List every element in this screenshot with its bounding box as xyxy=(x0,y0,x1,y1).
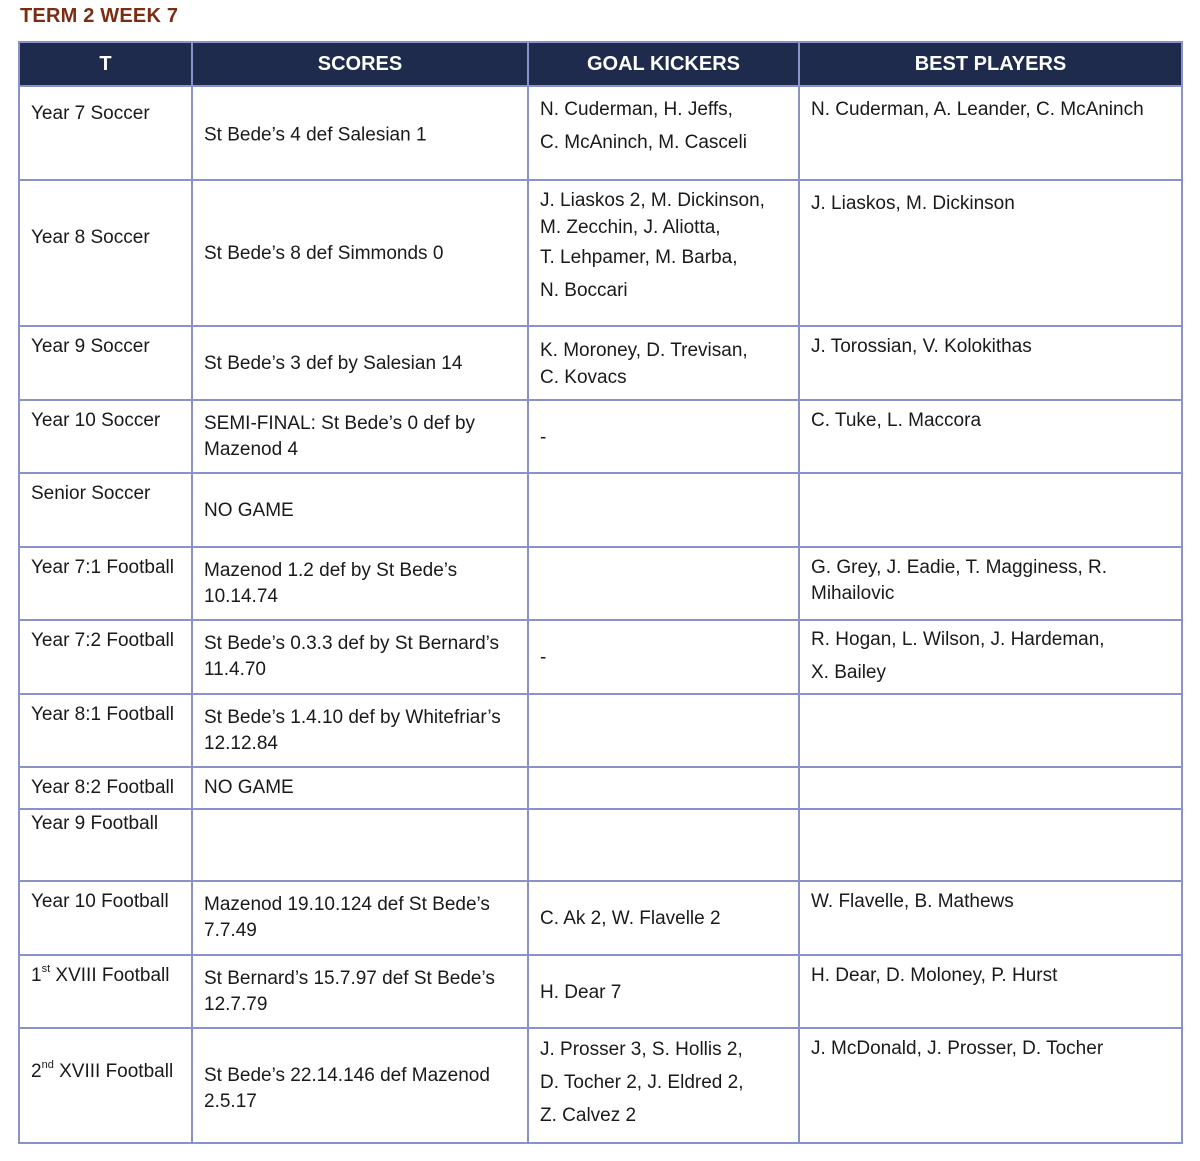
table-row xyxy=(19,881,1182,955)
team-name: Year 8:2 Football xyxy=(31,777,174,798)
team-name: Senior Soccer xyxy=(31,483,151,504)
table-row xyxy=(19,767,1182,809)
goal-kickers-cell xyxy=(528,809,799,881)
goal-kickers-cell xyxy=(528,547,799,620)
score-cell xyxy=(192,547,528,620)
score-text: St Bede’s 8 def Simmonds 0 xyxy=(204,243,444,264)
goal-kickers-cell xyxy=(528,881,799,955)
goal-kickers-cell xyxy=(528,180,799,326)
score-text: St Bernard’s 15.7.97 def St Bede’s 12.7.79 xyxy=(204,968,495,1015)
goal-kickers-cell xyxy=(528,767,799,809)
best-players-cell xyxy=(799,767,1182,809)
score-text: St Bede’s 1.4.10 def by Whitefriar’s 12.12.84 xyxy=(204,707,501,754)
goal-kickers-line: C. Kovacs xyxy=(540,367,627,388)
team-cell xyxy=(19,400,192,473)
team-name: Year 10 Football xyxy=(31,891,169,912)
score-text: St Bede’s 4 def Salesian 1 xyxy=(204,124,427,146)
best-players-line: X. Bailey xyxy=(811,662,886,683)
score-cell xyxy=(192,400,528,473)
goal-kickers-cell xyxy=(528,86,799,180)
goal-kickers-line: D. Tocher 2, J. Eldred 2, xyxy=(540,1072,744,1093)
best-players-cell xyxy=(799,400,1182,473)
page-title: TERM 2 WEEK 7 xyxy=(20,5,179,27)
best-players-cell xyxy=(799,326,1182,400)
header-row xyxy=(19,42,1182,86)
goal-kickers-cell xyxy=(528,400,799,473)
goal-kickers-text: - xyxy=(540,647,547,668)
team-cell xyxy=(19,767,192,809)
table-row xyxy=(19,473,1182,547)
best-players-text: J. Liaskos, M. Dickinson xyxy=(811,193,1015,214)
best-players-cell xyxy=(799,180,1182,326)
score-text: NO GAME xyxy=(204,500,294,521)
goal-kickers-line: N. Boccari xyxy=(540,280,628,301)
team-cell xyxy=(19,620,192,694)
score-text: St Bede’s 3 def by Salesian 14 xyxy=(204,353,463,374)
team-cell xyxy=(19,955,192,1028)
score-text: St Bede’s 0.3.3 def by St Bernard’s 11.4.70 xyxy=(204,633,500,680)
team-cell xyxy=(19,473,192,547)
score-cell xyxy=(192,881,528,955)
table-row xyxy=(19,400,1182,473)
goal-kickers-cell xyxy=(528,620,799,694)
best-players-cell xyxy=(799,547,1182,620)
goal-kickers-line: Z. Calvez 2 xyxy=(540,1105,637,1126)
best-players-cell xyxy=(799,809,1182,881)
team-name: Year 8:1 Football xyxy=(31,704,174,725)
goal-kickers-line: C. McAninch, M. Casceli xyxy=(540,132,747,153)
table-row xyxy=(19,955,1182,1028)
team-name: 1st XVIII Football xyxy=(31,963,170,986)
best-players-text: W. Flavelle, B. Mathews xyxy=(811,891,1014,912)
column-header-best-players: BEST PLAYERS xyxy=(799,42,1182,86)
goal-kickers-line: J. Liaskos 2, M. Dickinson, xyxy=(540,190,765,211)
score-cell xyxy=(192,1028,528,1143)
score-cell xyxy=(192,620,528,694)
table-row xyxy=(19,326,1182,400)
team-name: Year 9 Football xyxy=(31,813,159,834)
team-cell xyxy=(19,1028,192,1143)
best-players-cell xyxy=(799,881,1182,955)
score-text: Mazenod 19.10.124 def St Bede’s 7.7.49 xyxy=(204,894,490,941)
best-players-cell xyxy=(799,86,1182,180)
team-name: 2nd XVIII Football xyxy=(31,1059,174,1082)
best-players-cell xyxy=(799,1028,1182,1143)
best-players-cell xyxy=(799,955,1182,1028)
team-cell xyxy=(19,809,192,881)
score-cell xyxy=(192,955,528,1028)
best-players-text: G. Grey, J. Eadie, T. Magginess, R. Mihailovic xyxy=(811,557,1108,604)
score-text: NO GAME xyxy=(204,777,294,798)
score-cell xyxy=(192,473,528,547)
best-players-text: H. Dear, D. Moloney, P. Hurst xyxy=(811,965,1058,986)
goal-kickers-cell xyxy=(528,1028,799,1143)
team-cell xyxy=(19,694,192,767)
best-players-text: J. McDonald, J. Prosser, D. Tocher xyxy=(811,1038,1104,1059)
column-header-scores: SCORES xyxy=(192,42,528,86)
table-row xyxy=(19,180,1182,326)
column-header-team: T xyxy=(19,42,192,86)
score-cell xyxy=(192,809,528,881)
score-text: St Bede’s 22.14.146 def Mazenod 2.5.17 xyxy=(204,1065,490,1112)
team-name: Year 7:2 Football xyxy=(31,630,174,651)
table-row xyxy=(19,620,1182,694)
goal-kickers-cell xyxy=(528,694,799,767)
table-row xyxy=(19,694,1182,767)
goal-kickers-text: H. Dear 7 xyxy=(540,982,622,1003)
score-cell xyxy=(192,694,528,767)
goal-kickers-text: - xyxy=(540,427,547,448)
team-cell xyxy=(19,881,192,955)
results-table xyxy=(18,41,1183,1144)
best-players-cell xyxy=(799,694,1182,767)
team-name: Year 7:1 Football xyxy=(31,557,174,578)
table-row xyxy=(19,809,1182,881)
score-cell xyxy=(192,767,528,809)
team-cell xyxy=(19,547,192,620)
goal-kickers-cell xyxy=(528,955,799,1028)
score-cell xyxy=(192,326,528,400)
goal-kickers-line: J. Prosser 3, S. Hollis 2, xyxy=(540,1039,743,1060)
table-row xyxy=(19,1028,1182,1143)
table-row xyxy=(19,86,1182,180)
score-text: SEMI-FINAL: St Bede’s 0 def by Mazenod 4 xyxy=(204,413,476,460)
column-header-goal-kickers: GOAL KICKERS xyxy=(528,42,799,86)
table-row xyxy=(19,547,1182,620)
team-name: Year 10 Soccer xyxy=(31,410,161,431)
goal-kickers-line: M. Zecchin, J. Aliotta, xyxy=(540,217,721,238)
best-players-text: J. Torossian, V. Kolokithas xyxy=(811,336,1032,357)
best-players-text: N. Cuderman, A. Leander, C. McAninch xyxy=(811,99,1144,120)
goal-kickers-line: T. Lehpamer, M. Barba, xyxy=(540,247,738,268)
best-players-text: C. Tuke, L. Maccora xyxy=(811,410,982,431)
best-players-line: R. Hogan, L. Wilson, J. Hardeman, xyxy=(811,629,1105,650)
team-cell xyxy=(19,326,192,400)
best-players-cell xyxy=(799,620,1182,694)
score-cell xyxy=(192,86,528,180)
team-cell xyxy=(19,86,192,180)
team-name: Year 9 Soccer xyxy=(31,336,150,357)
goal-kickers-cell xyxy=(528,473,799,547)
goal-kickers-line: N. Cuderman, H. Jeffs, xyxy=(540,99,733,120)
goal-kickers-line: K. Moroney, D. Trevisan, xyxy=(540,340,748,361)
goal-kickers-text: C. Ak 2, W. Flavelle 2 xyxy=(540,908,721,929)
team-name: Year 7 Soccer xyxy=(31,103,150,124)
team-name: Year 8 Soccer xyxy=(31,227,150,248)
best-players-cell xyxy=(799,473,1182,547)
goal-kickers-cell xyxy=(528,326,799,400)
score-cell xyxy=(192,180,528,326)
team-cell xyxy=(19,180,192,326)
score-text: Mazenod 1.2 def by St Bede’s 10.14.74 xyxy=(204,560,458,607)
